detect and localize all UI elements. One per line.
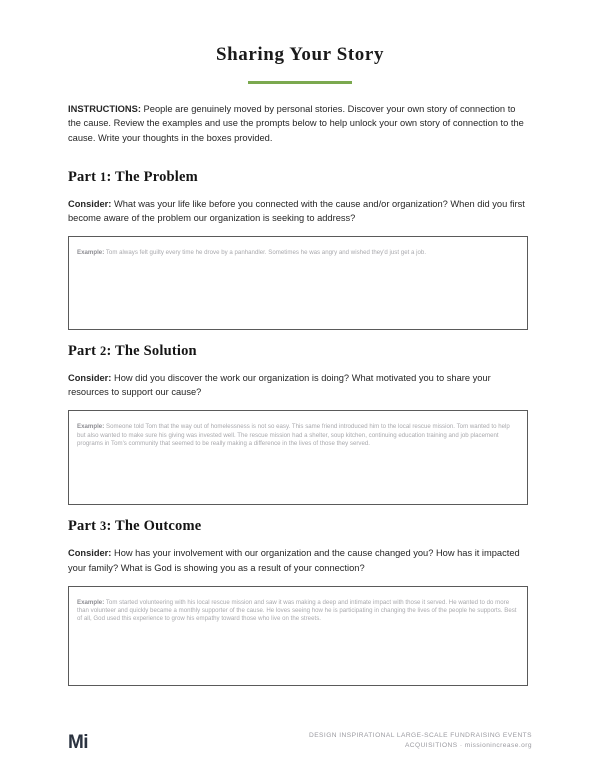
part-2-heading-suffix: : The Solution [106,342,197,359]
part-2-answer-box[interactable] [68,410,528,505]
part-2-heading-number: 2 [100,343,107,358]
part-2-consider-label: Consider: [68,372,112,383]
part-1-answer-box[interactable] [68,236,528,330]
part-2-example-body: Someone told Tom that the way out of homelessness is not so easy. This same friend introduced him to the local rescue mission. Tom wanted to help but also wanted to make sure his giving was invested well. The rescue mission had a shelter, soup kitchen, continuing education training and job placement programs in Tom's community that seemed to be really making a difference in the lives of those they served. [77,423,510,447]
spacer-before-part-2 [68,330,528,343]
part-2-heading-prefix: Part [68,342,100,359]
footer-text-block [309,731,532,751]
part-2-example-label: Example: [77,423,105,431]
part-3-consider-label: Consider: [68,548,112,559]
part-1-example [77,249,520,257]
page-footer [68,731,532,752]
mission-increase-logo: Mi [68,732,88,753]
part-1-example-body: Tom always felt guilty every time he drove by a panhandler. Sometimes he was angry and wished they'd just get a job. [104,249,427,257]
part-3-example-label: Example: [77,598,105,606]
part-1-consider [68,197,528,225]
part-3-consider-body: How has your involvement with our organization and the cause changed you? How has it impacted your family? What is God is showing you as a result of your connection? [68,548,520,573]
spacer-before-part-3 [68,505,528,518]
section-part-1 [68,169,528,330]
part-1-example-label: Example: [77,249,105,257]
part-3-heading-suffix: : The Outcome [106,518,202,535]
part-3-example [77,599,520,624]
footer-line-2: ACQUISITIONS · missionincrease.org [404,742,532,749]
content-column [68,0,528,686]
part-2-example [77,423,520,448]
part-3-heading-prefix: Part [68,518,100,535]
part-2-consider-body: How did you discover the work our organization is doing? What motivated you to share your resources to support our cause? [68,372,491,398]
part-3-example-body: Tom started volunteering with his local rescue mission and saw it was making a deep and intimate impact with those it served. He wanted to do more than volunteer and quickly became a monthly supporter of the cause. He loves seeing how he is participating in changing the lives of the people he supports. Best of all, God used this experience to grow his empathy toward those who live on the streets. [77,598,517,623]
section-part-3 [68,518,528,685]
part-3-heading [68,518,528,535]
part-3-answer-box[interactable] [68,586,528,686]
part-2-heading [68,343,528,360]
instructions-paragraph [68,102,528,145]
part-1-consider-body: What was your life like before you connected with the cause and/or organization? When did you first become aware of the problem our organization is seeking to address? [68,198,525,223]
section-part-2 [68,343,528,505]
part-1-consider-label: Consider: [68,198,112,209]
spacer-before-part-1 [68,155,528,169]
part-3-heading-number: 3 [100,519,107,534]
part-1-heading-number: 1 [100,169,107,184]
part-1-heading [68,169,528,186]
part-1-heading-suffix: : The Problem [106,168,198,185]
instructions-body: People are genuinely moved by personal stories. Discover your own story of connection to the cause. Review the examples and use the prompts below to help unlock your own story of connection to the cause. Write your thoughts in the boxes provided. [68,104,524,143]
part-1-heading-prefix: Part [68,168,100,185]
part-2-consider [68,371,528,399]
instructions-label: INSTRUCTIONS: [68,104,141,114]
footer-line-1: DESIGN INSPIRATIONAL LARGE-SCALE FUNDRAISING EVENTS [309,732,532,739]
page-title: Sharing Your Story [215,44,385,65]
part-3-consider [68,546,528,574]
